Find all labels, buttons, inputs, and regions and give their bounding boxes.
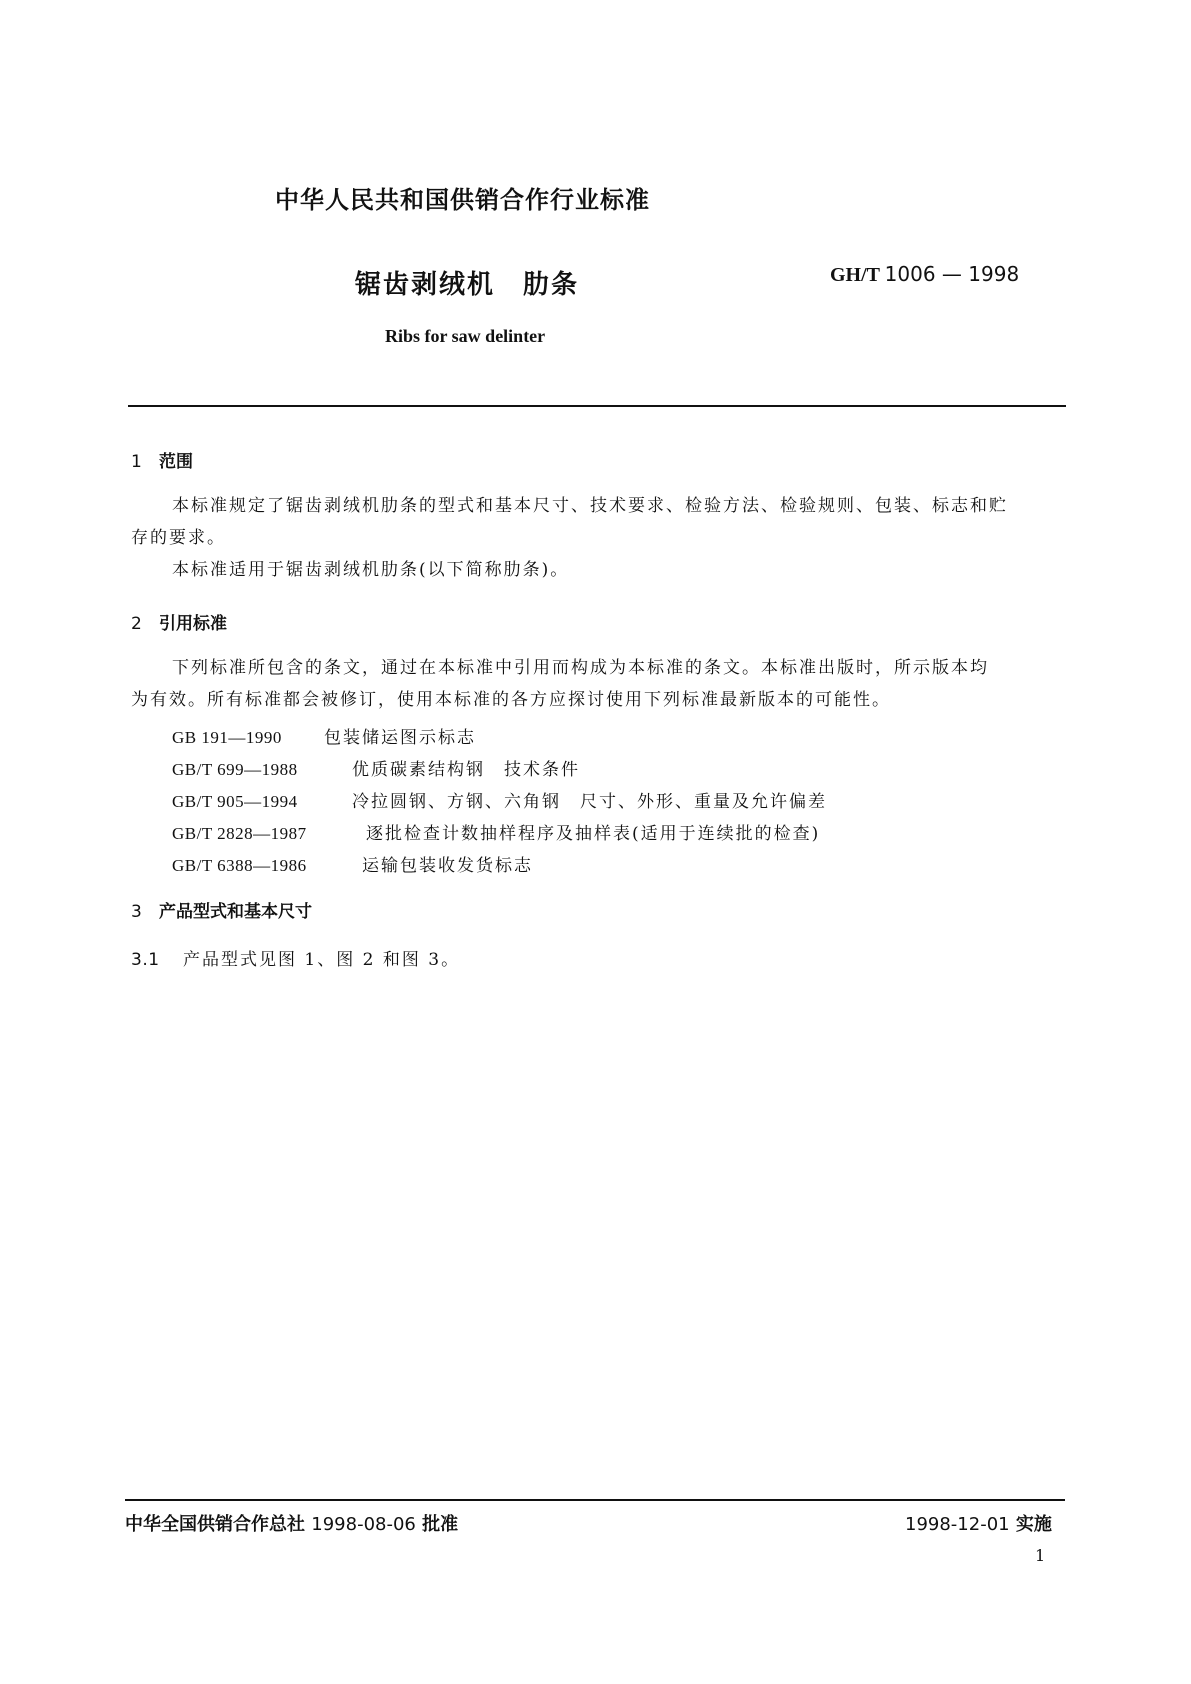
section-2-heading	[131, 609, 227, 634]
reference-code: GB/T 6388—1986	[172, 856, 307, 875]
page-number: 1	[1035, 1546, 1046, 1565]
section-2-paragraph-line-2: 为有效。所有标准都会被修订，使用本标准的各方应探讨使用下列标准最新版本的可能性。	[131, 690, 891, 710]
reference-item	[172, 851, 533, 876]
section-3-1-clause	[131, 945, 460, 970]
standard-code: 1006 — 1998	[884, 262, 1020, 286]
section-3-heading	[131, 897, 312, 922]
reference-item	[172, 819, 820, 844]
reference-item	[172, 755, 580, 780]
header-divider	[128, 405, 1066, 407]
reference-code: GB/T 905—1994	[172, 792, 298, 811]
section-3-number: 3	[131, 902, 142, 922]
section-1-paragraph-1-line-1: 本标准规定了锯齿剥绒机肋条的型式和基本尺寸、技术要求、检验方法、检验规则、包装、标志和贮	[172, 496, 1008, 516]
effective-label: 实施	[1015, 1514, 1052, 1535]
reference-title: 包装储运图示标志	[324, 728, 476, 748]
section-1-number: 1	[131, 452, 142, 472]
section-2-number: 2	[131, 614, 142, 634]
approval-label: 批准	[422, 1514, 459, 1535]
reference-item	[172, 787, 827, 812]
reference-code: GB/T 699—1988	[172, 760, 298, 779]
standard-prefix: GH/T	[830, 264, 880, 286]
section-1-title: 范围	[159, 452, 193, 472]
standard-number	[830, 262, 1019, 287]
clause-number: 3.1	[131, 950, 160, 970]
approval-info	[125, 1510, 458, 1536]
section-3-title: 产品型式和基本尺寸	[159, 902, 312, 922]
effective-date: 1998-12-01	[905, 1514, 1010, 1535]
clause-text: 产品型式见图 1、图 2 和图 3。	[183, 950, 461, 970]
approval-date: 1998-08-06	[311, 1514, 416, 1535]
english-title: Ribs for saw delinter	[385, 326, 546, 346]
footer-divider	[125, 1499, 1065, 1501]
reference-code: GB/T 2828—1987	[172, 824, 307, 843]
section-1-paragraph-2: 本标准适用于锯齿剥绒机肋条(以下简称肋条)。	[172, 560, 570, 580]
section-2-paragraph-line-1: 下列标准所包含的条文，通过在本标准中引用而构成为本标准的条文。本标准出版时，所示版本均	[172, 658, 989, 678]
section-1-paragraph-1-line-2: 存的要求。	[131, 528, 226, 548]
issuer-title: 中华人民共和国供销合作行业标准	[275, 186, 650, 214]
document-title: 锯齿剥绒机 肋条	[355, 270, 580, 300]
section-1-heading	[131, 447, 193, 472]
reference-item	[172, 723, 476, 748]
effective-info	[905, 1510, 1052, 1536]
approver-name: 中华全国供销合作总社	[125, 1514, 305, 1535]
reference-title: 运输包装收发货标志	[362, 856, 533, 876]
reference-title: 冷拉圆钢、方钢、六角钢 尺寸、外形、重量及允许偏差	[352, 792, 827, 812]
section-2-title: 引用标准	[159, 614, 227, 634]
reference-title: 优质碳素结构钢 技术条件	[352, 760, 580, 780]
reference-code: GB 191—1990	[172, 728, 282, 747]
reference-title: 逐批检查计数抽样程序及抽样表(适用于连续批的检查)	[366, 824, 821, 844]
